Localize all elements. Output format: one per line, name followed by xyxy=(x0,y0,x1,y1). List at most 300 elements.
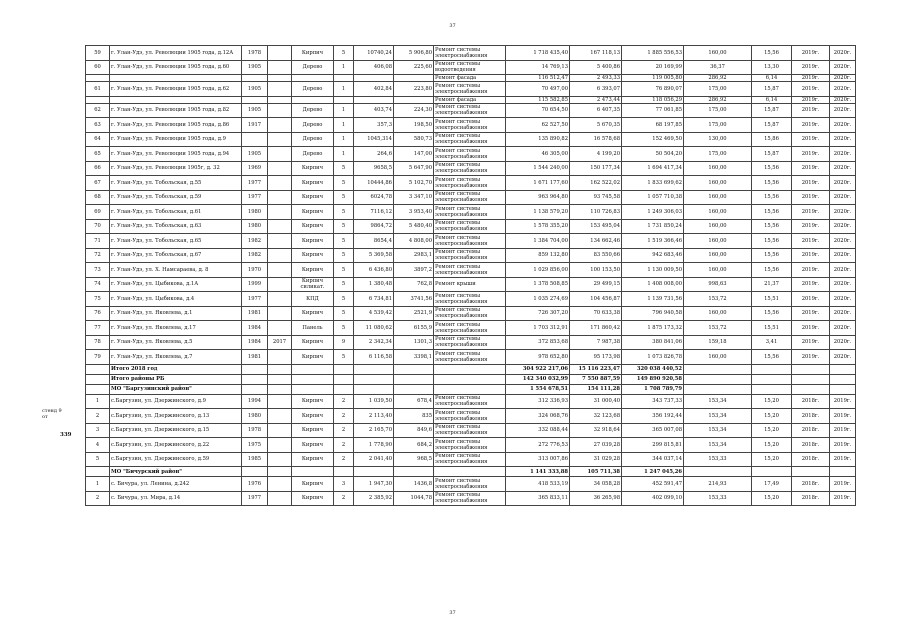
share-cell: 15,56 xyxy=(752,219,792,234)
table-row xyxy=(86,321,856,336)
work-type-cell: Ремонт системы электроснабжения xyxy=(434,452,506,467)
floors-cell: 3 xyxy=(334,477,354,492)
work-type-cell: Ремонт системы электроснабжения xyxy=(434,248,506,263)
start-year-cell: 2019г. xyxy=(792,96,830,103)
overhaul-year-cell xyxy=(268,491,292,506)
wall-material-cell: Кирпич xyxy=(292,205,334,220)
share-cell: 15,20 xyxy=(752,452,792,467)
wall-material-cell: Кирпич xyxy=(292,234,334,249)
start-year-cell: 2019г. xyxy=(792,321,830,336)
row-number: 77 xyxy=(86,321,110,336)
table-row xyxy=(86,176,856,191)
total-area-cell xyxy=(354,374,394,384)
table-row xyxy=(86,394,856,409)
row-number: 69 xyxy=(86,205,110,220)
row-number: 68 xyxy=(86,190,110,205)
overhaul-year-cell xyxy=(268,292,292,307)
cost-cell: 1 703 312,91 xyxy=(506,321,570,336)
table-row xyxy=(86,491,856,506)
start-year-cell: 2019г. xyxy=(792,103,830,118)
floors-cell: 5 xyxy=(334,263,354,278)
overhaul-year-cell xyxy=(268,423,292,438)
work-type-cell: Ремонт системы электроснабжения xyxy=(434,46,506,61)
work-type-cell: Ремонт системы электроснабжения xyxy=(434,234,506,249)
wall-material-cell xyxy=(292,467,334,477)
cost-cell: 1 378 508,85 xyxy=(506,277,570,292)
row-number: 67 xyxy=(86,176,110,191)
fund-cost-cell: 32 918,64 xyxy=(570,423,622,438)
unit-cost-cell: 153,34 xyxy=(684,409,752,424)
end-year-cell: 2019г. xyxy=(830,452,856,467)
build-year-cell: 1969 xyxy=(242,161,268,176)
start-year-cell: 2019г. xyxy=(792,219,830,234)
end-year-cell: 2020г. xyxy=(830,321,856,336)
table-row xyxy=(86,292,856,307)
total-cost-cell: 1 408 008,00 xyxy=(622,277,684,292)
fund-cost-cell: 6 393,07 xyxy=(570,82,622,97)
fund-cost-cell: 105 711,38 xyxy=(570,467,622,477)
start-year-cell: 2019г. xyxy=(792,234,830,249)
start-year-cell: 2019г. xyxy=(792,306,830,321)
overhaul-year-cell xyxy=(268,364,292,374)
work-type-cell: Ремонт системы электроснабжения xyxy=(434,321,506,336)
end-year-cell xyxy=(830,467,856,477)
wall-material-cell: Дерево xyxy=(292,118,334,133)
start-year-cell: 2019г. xyxy=(792,82,830,97)
fund-cost-cell: 16 578,68 xyxy=(570,132,622,147)
build-year-cell xyxy=(242,75,268,82)
total-cost-cell: 20 169,99 xyxy=(622,60,684,75)
row-number: 76 xyxy=(86,306,110,321)
wall-material-cell: Дерево xyxy=(292,60,334,75)
total-area-cell: 2 113,40 xyxy=(354,409,394,424)
unit-cost-cell: 36,37 xyxy=(684,60,752,75)
total-area-cell: 6 116,58 xyxy=(354,350,394,365)
floors-cell xyxy=(334,364,354,374)
cost-cell: 1 029 856,00 xyxy=(506,263,570,278)
end-year-cell: 2019г. xyxy=(830,423,856,438)
cost-cell: 70 654,50 xyxy=(506,103,570,118)
share-cell: 15,56 xyxy=(752,46,792,61)
fund-cost-cell: 134 662,46 xyxy=(570,234,622,249)
fund-cost-cell: 83 550,66 xyxy=(570,248,622,263)
row-number: 1 xyxy=(86,477,110,492)
living-area-cell: 835 xyxy=(394,409,434,424)
total-area-cell: 1 039,50 xyxy=(354,394,394,409)
start-year-cell: 2019г. xyxy=(792,147,830,162)
living-area-cell: 678,4 xyxy=(394,394,434,409)
overhaul-year-cell xyxy=(268,176,292,191)
table-row xyxy=(86,452,856,467)
address-cell xyxy=(110,96,242,103)
unit-cost-cell: 998,63 xyxy=(684,277,752,292)
table-row xyxy=(86,219,856,234)
overhaul-year-cell xyxy=(268,234,292,249)
share-cell xyxy=(752,364,792,374)
row-number: 3 xyxy=(86,423,110,438)
living-area-cell: 6155,9 xyxy=(394,321,434,336)
total-cost-cell: 1 694 417,34 xyxy=(622,161,684,176)
fund-cost-cell: 150 177,34 xyxy=(570,161,622,176)
living-area-cell: 762,8 xyxy=(394,277,434,292)
table-row xyxy=(86,438,856,453)
start-year-cell: 2019г. xyxy=(792,75,830,82)
wall-material-cell: Кирпич xyxy=(292,190,334,205)
total-area-cell: 2 342,34 xyxy=(354,335,394,350)
overhaul-year-cell xyxy=(268,467,292,477)
overhaul-year-cell xyxy=(268,205,292,220)
overhaul-year-cell: 2017 xyxy=(268,335,292,350)
fund-cost-cell: 29 499,15 xyxy=(570,277,622,292)
table-row xyxy=(86,350,856,365)
total-area-cell: 402,84 xyxy=(354,82,394,97)
total-cost-cell: 1 708 789,79 xyxy=(622,384,684,394)
end-year-cell: 2020г. xyxy=(830,147,856,162)
repair-program-table xyxy=(85,45,856,506)
floors-cell: 2 xyxy=(334,409,354,424)
work-type-cell: Ремонт системы электроснабжения xyxy=(434,409,506,424)
living-area-cell: 684,2 xyxy=(394,438,434,453)
living-area-cell: 147,00 xyxy=(394,147,434,162)
total-cost-cell: 68 197,85 xyxy=(622,118,684,133)
address-cell: с.Баргузин, ул. Дзержинского, д.9 xyxy=(110,394,242,409)
total-cost-cell: 118 056,29 xyxy=(622,96,684,103)
table-row xyxy=(86,82,856,97)
unit-cost-cell: 286,92 xyxy=(684,96,752,103)
share-cell: 15,56 xyxy=(752,263,792,278)
floors-cell: 5 xyxy=(334,350,354,365)
share-cell: 6,14 xyxy=(752,96,792,103)
end-year-cell: 2020г. xyxy=(830,60,856,75)
total-cost-cell: 149 890 920,58 xyxy=(622,374,684,384)
row-number xyxy=(86,467,110,477)
table-row xyxy=(86,75,856,82)
total-area-cell: 6024,78 xyxy=(354,190,394,205)
start-year-cell: 2019г. xyxy=(792,350,830,365)
unit-cost-cell: 153,34 xyxy=(684,394,752,409)
wall-material-cell: Кирпич xyxy=(292,176,334,191)
build-year-cell: 1984 xyxy=(242,335,268,350)
floors-cell: 1 xyxy=(334,103,354,118)
wall-material-cell: Кирпич xyxy=(292,409,334,424)
row-number: 75 xyxy=(86,292,110,307)
cost-cell: 859 132,80 xyxy=(506,248,570,263)
unit-cost-cell: 175,00 xyxy=(684,103,752,118)
total-area-cell: 8654,4 xyxy=(354,234,394,249)
cost-cell: 1 138 579,20 xyxy=(506,205,570,220)
work-type-cell: Ремонт системы электроснабжения xyxy=(434,477,506,492)
row-number xyxy=(86,75,110,82)
total-cost-cell: 1 833 699,62 xyxy=(622,176,684,191)
start-year-cell: 2019г. xyxy=(792,161,830,176)
share-cell: 15,20 xyxy=(752,438,792,453)
total-area-cell: 6 734,81 xyxy=(354,292,394,307)
total-cost-cell: 320 038 440,52 xyxy=(622,364,684,374)
floors-cell: 2 xyxy=(334,438,354,453)
end-year-cell: 2019г. xyxy=(830,491,856,506)
work-type-cell: Ремонт системы электроснабжения xyxy=(434,147,506,162)
floors-cell: 5 xyxy=(334,190,354,205)
wall-material-cell: Панель xyxy=(292,321,334,336)
unit-cost-cell xyxy=(684,384,752,394)
fund-cost-cell: 31 029,28 xyxy=(570,452,622,467)
fund-cost-cell: 153 495,04 xyxy=(570,219,622,234)
overhaul-year-cell xyxy=(268,46,292,61)
table-row xyxy=(86,205,856,220)
overhaul-year-cell xyxy=(268,190,292,205)
total-area-cell: 10740,24 xyxy=(354,46,394,61)
start-year-cell xyxy=(792,374,830,384)
address-cell: г. Улан-Удэ, ул. Тобольская, д.63 xyxy=(110,219,242,234)
unit-cost-cell: 160,00 xyxy=(684,306,752,321)
wall-material-cell: Кирпич xyxy=(292,452,334,467)
cost-cell: 1 578 355,20 xyxy=(506,219,570,234)
build-year-cell: 1917 xyxy=(242,118,268,133)
work-type-cell: Ремонт системы электроснабжения xyxy=(434,118,506,133)
share-cell: 15,20 xyxy=(752,394,792,409)
address-cell: МО "Бичурский район" xyxy=(110,467,242,477)
cost-cell: 324 068,76 xyxy=(506,409,570,424)
row-number: 60 xyxy=(86,60,110,75)
build-year-cell xyxy=(242,467,268,477)
overhaul-year-cell xyxy=(268,263,292,278)
fund-cost-cell: 15 116 223,47 xyxy=(570,364,622,374)
build-year-cell: 1984 xyxy=(242,321,268,336)
build-year-cell xyxy=(242,132,268,147)
end-year-cell: 2020г. xyxy=(830,132,856,147)
living-area-cell xyxy=(394,384,434,394)
total-cost-cell: 1 731 850,24 xyxy=(622,219,684,234)
overhaul-year-cell xyxy=(268,132,292,147)
row-number: 71 xyxy=(86,234,110,249)
cost-cell: 1 544 240,00 xyxy=(506,161,570,176)
start-year-cell: 2018г. xyxy=(792,394,830,409)
fund-cost-cell: 27 039,28 xyxy=(570,438,622,453)
total-cost-cell: 356 192,44 xyxy=(622,409,684,424)
row-number: 79 xyxy=(86,350,110,365)
start-year-cell: 2019г. xyxy=(792,205,830,220)
floors-cell: 1 xyxy=(334,60,354,75)
start-year-cell xyxy=(792,364,830,374)
wall-material-cell: Кирпич xyxy=(292,46,334,61)
unit-cost-cell: 153,33 xyxy=(684,491,752,506)
overhaul-year-cell xyxy=(268,219,292,234)
cost-cell: 272 776,53 xyxy=(506,438,570,453)
cost-cell: 978 652,80 xyxy=(506,350,570,365)
total-cost-cell: 343 737,33 xyxy=(622,394,684,409)
total-cost-cell: 796 940,58 xyxy=(622,306,684,321)
row-number: 62 xyxy=(86,103,110,118)
address-cell: с.Баргузин, ул. Дзержинского, д.59 xyxy=(110,452,242,467)
overhaul-year-cell xyxy=(268,103,292,118)
living-area-cell: 1301,3 xyxy=(394,335,434,350)
build-year-cell: 1985 xyxy=(242,452,268,467)
row-number xyxy=(86,374,110,384)
work-type-cell: Ремонт системы электроснабжения xyxy=(434,335,506,350)
total-cost-cell: 380 841,06 xyxy=(622,335,684,350)
row-number: 74 xyxy=(86,277,110,292)
table-row xyxy=(86,147,856,162)
address-cell: г. Улан-Удэ, ул. Тобольская, д.59 xyxy=(110,190,242,205)
overhaul-year-cell xyxy=(268,409,292,424)
total-area-cell: 10444,86 xyxy=(354,176,394,191)
wall-material-cell: Кирпич xyxy=(292,350,334,365)
page-number-top: 37 xyxy=(449,23,456,29)
address-cell: с.Баргузин, ул. Дзержинского, д.22 xyxy=(110,438,242,453)
wall-material-cell: Кирпич xyxy=(292,491,334,506)
table-row xyxy=(86,132,856,147)
fund-cost-cell: 4 199,20 xyxy=(570,147,622,162)
work-type-cell: Ремонт системы электроснабжения xyxy=(434,103,506,118)
work-type-cell: Ремонт системы электроснабжения xyxy=(434,161,506,176)
start-year-cell: 2018г. xyxy=(792,477,830,492)
floors-cell: 5 xyxy=(334,248,354,263)
address-cell: с. Бичура, ул. Ленина, д.242 xyxy=(110,477,242,492)
table-row xyxy=(86,60,856,75)
cost-cell: 963 964,80 xyxy=(506,190,570,205)
row-number xyxy=(86,364,110,374)
floors-cell: 5 xyxy=(334,321,354,336)
floors-cell: 5 xyxy=(334,46,354,61)
address-cell: Итого 2018 год xyxy=(110,364,242,374)
fund-cost-cell: 36 265,98 xyxy=(570,491,622,506)
fund-cost-cell: 5 670,35 xyxy=(570,118,622,133)
cost-cell: 365 833,11 xyxy=(506,491,570,506)
total-cost-cell: 1 139 731,56 xyxy=(622,292,684,307)
overhaul-year-cell xyxy=(268,374,292,384)
share-cell: 15,20 xyxy=(752,491,792,506)
total-cost-cell: 1 247 045,26 xyxy=(622,467,684,477)
address-cell: г. Улан-Удэ, ул. Яковлева, д.7 xyxy=(110,350,242,365)
start-year-cell xyxy=(792,467,830,477)
total-area-cell: 264,6 xyxy=(354,147,394,162)
table-row xyxy=(86,277,856,292)
unit-cost-cell: 153,34 xyxy=(684,423,752,438)
unit-cost-cell: 160,00 xyxy=(684,248,752,263)
work-type-cell: Ремонт системы электроснабжения xyxy=(434,394,506,409)
table-row xyxy=(86,161,856,176)
floors-cell: 5 xyxy=(334,306,354,321)
address-cell: с. Бичура, ул. Мира, д.14 xyxy=(110,491,242,506)
unit-cost-cell: 175,00 xyxy=(684,147,752,162)
start-year-cell: 2019г. xyxy=(792,118,830,133)
work-type-cell: Ремонт системы электроснабжения xyxy=(434,438,506,453)
total-area-cell: 403,74 xyxy=(354,103,394,118)
living-area-cell: 2983,1 xyxy=(394,248,434,263)
total-cost-cell: 1 073 826,78 xyxy=(622,350,684,365)
start-year-cell: 2019г. xyxy=(792,190,830,205)
wall-material-cell xyxy=(292,96,334,103)
total-area-cell: 1 380,48 xyxy=(354,277,394,292)
build-year-cell: 1982 xyxy=(242,248,268,263)
cost-cell: 115 582,85 xyxy=(506,96,570,103)
cost-cell: 332 088,44 xyxy=(506,423,570,438)
share-cell xyxy=(752,374,792,384)
total-cost-cell: 299 815,81 xyxy=(622,438,684,453)
living-area-cell: 3741,56 xyxy=(394,292,434,307)
total-area-cell: 2 041,40 xyxy=(354,452,394,467)
overhaul-year-cell xyxy=(268,350,292,365)
floors-cell xyxy=(334,384,354,394)
overhaul-year-cell xyxy=(268,60,292,75)
work-type-cell xyxy=(434,467,506,477)
end-year-cell: 2020г. xyxy=(830,75,856,82)
work-type-cell: Ремонт системы электроснабжения xyxy=(434,350,506,365)
cost-cell: 304 922 217,06 xyxy=(506,364,570,374)
total-area-cell: 357,3 xyxy=(354,118,394,133)
start-year-cell: 2019г. xyxy=(792,277,830,292)
unit-cost-cell: 160,00 xyxy=(684,263,752,278)
total-area-cell: 406,08 xyxy=(354,60,394,75)
share-cell: 15,56 xyxy=(752,350,792,365)
unit-cost-cell: 160,00 xyxy=(684,205,752,220)
share-cell: 15,56 xyxy=(752,248,792,263)
wall-material-cell xyxy=(292,384,334,394)
fund-cost-cell: 70 633,38 xyxy=(570,306,622,321)
wall-material-cell: Кирпич xyxy=(292,477,334,492)
living-area-cell: 5 906,80 xyxy=(394,46,434,61)
build-year-cell: 1905 xyxy=(242,60,268,75)
fund-cost-cell: 34 058,28 xyxy=(570,477,622,492)
wall-material-cell xyxy=(292,364,334,374)
fund-cost-cell: 5 400,86 xyxy=(570,60,622,75)
work-type-cell: Ремонт системы водоотведения xyxy=(434,60,506,75)
overhaul-year-cell xyxy=(268,277,292,292)
address-cell: г. Улан-Удэ, ул. Революции 1905 года, д.86 xyxy=(110,118,242,133)
living-area-cell: 3 953,40 xyxy=(394,205,434,220)
row-number: 66 xyxy=(86,161,110,176)
end-year-cell: 2020г. xyxy=(830,190,856,205)
living-area-cell: 5 102,70 xyxy=(394,176,434,191)
build-year-cell: 1980 xyxy=(242,409,268,424)
row-number: 63 xyxy=(86,118,110,133)
total-cost-cell: 365 007,08 xyxy=(622,423,684,438)
share-cell: 15,86 xyxy=(752,132,792,147)
address-cell xyxy=(110,75,242,82)
table-row xyxy=(86,103,856,118)
wall-material-cell: КПД xyxy=(292,292,334,307)
total-cost-cell: 452 591,47 xyxy=(622,477,684,492)
wall-material-cell: Кирпич xyxy=(292,335,334,350)
row-number: 5 xyxy=(86,452,110,467)
unit-cost-cell: 160,00 xyxy=(684,46,752,61)
floors-cell: 2 xyxy=(334,491,354,506)
total-cost-cell: 50 504,20 xyxy=(622,147,684,162)
cost-cell: 372 853,68 xyxy=(506,335,570,350)
share-cell: 6,14 xyxy=(752,75,792,82)
overhaul-year-cell xyxy=(268,306,292,321)
fund-cost-cell: 104 456,87 xyxy=(570,292,622,307)
row-number: 70 xyxy=(86,219,110,234)
fund-cost-cell: 167 118,13 xyxy=(570,46,622,61)
build-year-cell: 1980 xyxy=(242,205,268,220)
address-cell: г. Улан-Удэ, ул. Революции 1905 года, д.94 xyxy=(110,147,242,162)
total-area-cell xyxy=(354,384,394,394)
living-area-cell: 5 647,90 xyxy=(394,161,434,176)
address-cell: г. Улан-Удэ, ул. Яковлева, д.1 xyxy=(110,306,242,321)
build-year-cell: 1978 xyxy=(242,46,268,61)
table-row xyxy=(86,409,856,424)
end-year-cell: 2020г. xyxy=(830,350,856,365)
floors-cell: 9 xyxy=(334,335,354,350)
total-area-cell: 5 369,58 xyxy=(354,248,394,263)
wall-material-cell xyxy=(292,374,334,384)
build-year-cell: 1977 xyxy=(242,176,268,191)
floors-cell: 1 xyxy=(334,82,354,97)
total-area-cell: 1 778,90 xyxy=(354,438,394,453)
wall-material-cell xyxy=(292,75,334,82)
start-year-cell: 2019г. xyxy=(792,335,830,350)
